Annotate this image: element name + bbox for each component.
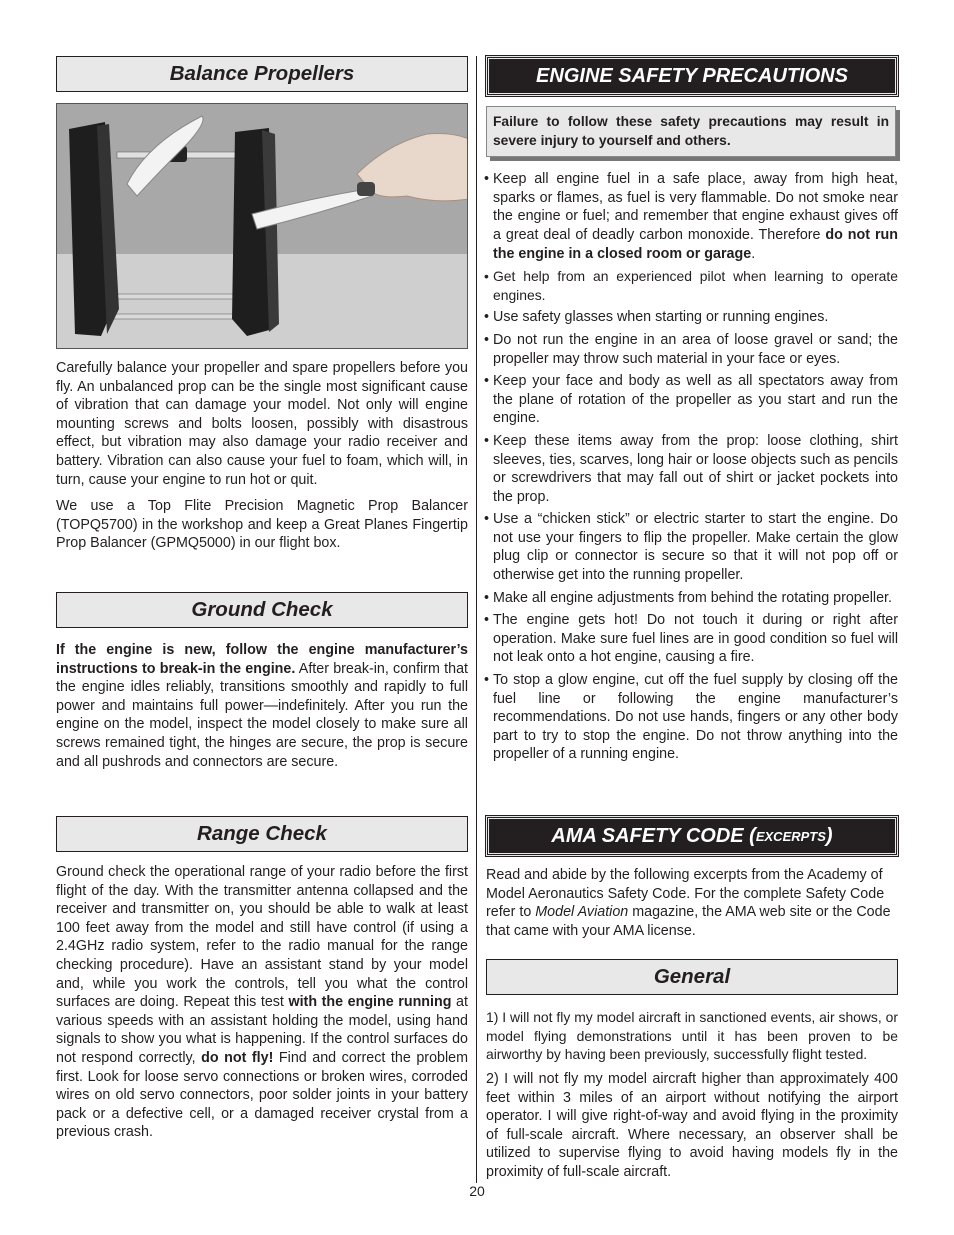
page-number: 20 <box>469 1183 485 1199</box>
prop-balancer-photo <box>56 103 468 349</box>
list-item: • Use safety glasses when starting or running engines. <box>486 308 898 327</box>
general-heading: General <box>486 959 898 995</box>
range-text-3: Find and correct the problem first. Look for loose servo connections or broken wires, corroded wires on old servo connectors, poor solder joints in your battery pack or a defective cell, or a damaged receiver crystal from a previous crash. <box>56 1050 469 1141</box>
ama-safety-code-heading <box>486 816 898 856</box>
ama-heading-main: AMA SAFETY CODE ( <box>551 824 756 847</box>
ground-check-heading: Ground Check <box>56 592 468 628</box>
bullet-1-text: Keep all engine fuel in a safe place, away from high heat, sparks or flames, as fuel is very flammable. Do not smoke near the engine or fuel; and remember that engine exhaust gives off a great deal of deadly carbon monoxide. Therefore <box>493 171 898 243</box>
list-item: • Get help from an experienced pilot when learning to operate engines. <box>486 267 898 304</box>
right-column <box>486 56 898 1180</box>
bullet-1-bold: do not run the engine in a closed room or garage <box>493 226 898 262</box>
balance-para-1: Carefully balance your propeller and spare propellers before you fly. An unbalanced prop can be the single most significant cause of vibration that can damage your model. Not only will engine mounting screws and bolts loosen, possibly with disastrous effect, but vibration may also damage your radio receiver and battery. Vibration can also cause your fuel to foam, which will, in turn, cause your engine to run hot or quit. <box>56 360 468 488</box>
prop-balancer-illustration <box>57 104 468 348</box>
bullet-1-end: . <box>751 245 756 262</box>
ama-italic: Model Aviation <box>535 904 629 921</box>
range-check-para <box>56 863 468 1142</box>
range-bold-1: with the engine running <box>288 994 452 1011</box>
ground-check-text: After break-in, confirm that the engine idles reliably, transitions smoothly and rapidly to full power and maintains full power—indefinitely. After you run the engine on the model, inspect the model closely to make sure all screws remained tight, the hinges are secure, the prop is secure and all pushrods and connectors are secure. <box>56 660 468 770</box>
ama-text-2: magazine, the AMA web site or the Code that came with your AMA license. <box>486 904 891 939</box>
list-item: • Make all engine adjustments from behind the rotating propeller. <box>486 589 898 608</box>
list-item: • Use a “chicken stick” or electric starter to start the engine. Do not use your fingers to flip the propeller. Make certain the glow plug clip or connector is secure so that it will not pop off or otherwise get into the running propeller. <box>486 510 898 584</box>
ama-heading-excerpts: EXCERPTS <box>755 828 826 844</box>
general-rule-2: 2) I will not fly my model aircraft higher than approximately 400 feet within 3 miles of an airport without notifying the airport operator. I will give right-of-way and avoid flying in the proximity of full-scale aircraft. Where necessary, an observer shall be utilized to supervise flying to avoid having models fly in the proximity of full-scale aircraft. <box>486 1071 898 1180</box>
list-item <box>486 170 898 263</box>
balance-propellers-heading: Balance Propellers <box>56 56 468 92</box>
column-divider <box>476 56 477 1183</box>
ama-heading-end: ) <box>825 824 833 847</box>
list-item: • To stop a glow engine, cut off the fuel supply by closing off the fuel line or following the engine manufacturer’s recommendations. Do not use hands, fingers or any other body part to try to stop the engine. Do not throw anything into the propeller of a running engine. <box>486 671 898 764</box>
list-item: • Do not run the engine in an area of loose gravel or sand; the propeller may throw such material in your face or eyes. <box>486 331 898 368</box>
ground-check-bold: If the engine is new, follow the engine manufacturer’s instructions to break-in the engine. <box>56 641 468 677</box>
range-text-1: Ground check the operational range of your radio before the first flight of the day. With the transmitter antenna collapsed and the receiver and transmitter on, you should be able to walk at least 100 feet away from the model and still have control (if using a 2.4GHz radio system, refer to the radio manual for the range checking procedure). Have an assistant stand by your model and, while you work the controls, tell you what the control surfaces are doing. Repeat this test <box>56 864 468 1011</box>
general-rule-1: 1) I will not fly my model aircraft in sanctioned events, air shows, or model flying demonstrations until it has been proven to be airworthy by having been previously, successfully flight tested. <box>486 1009 898 1063</box>
list-item: • Keep your face and body as well as all spectators away from the plane of rotation of the propeller as you start and run the engine. <box>486 372 898 428</box>
left-column <box>56 56 468 1142</box>
range-check-heading: Range Check <box>56 816 468 852</box>
ama-text-1: Read and abide by the following excerpts from the Academy of Model Aeronautics Safety Code. For the complete Safety Code refer to <box>486 867 885 921</box>
range-bold-2: do not fly! <box>201 1050 274 1067</box>
list-item: • Keep these items away from the prop: loose clothing, shirt sleeves, ties, scarves, long hair or loose objects such as pencils or screwdrivers that may fall out of shirt or jacket pockets into the prop. <box>486 432 898 506</box>
ama-intro-para <box>486 866 898 940</box>
ground-check-para <box>56 641 468 771</box>
range-text-2: at various speeds with an assistant holding the model, using hand signals to show you what is happening. If the control surfaces do not respond correctly, <box>56 994 468 1067</box>
engine-safety-heading: ENGINE SAFETY PRECAUTIONS <box>486 56 898 96</box>
balance-para-2: We use a Top Flite Precision Magnetic Prop Balancer (TOPQ5700) in the workshop and keep a Great Planes Fingertip Prop Balancer (GPMQ5000) in our flight box. <box>56 498 468 552</box>
list-item: • The engine gets hot! Do not touch it during or right after operation. Make sure fuel lines are in good condition so fuel will not leak onto a hot engine, causing a fire. <box>486 611 898 667</box>
safety-warning-box: Failure to follow these safety precautions may result in severe injury to yourself and others. <box>486 106 896 157</box>
engine-safety-list <box>486 170 898 764</box>
